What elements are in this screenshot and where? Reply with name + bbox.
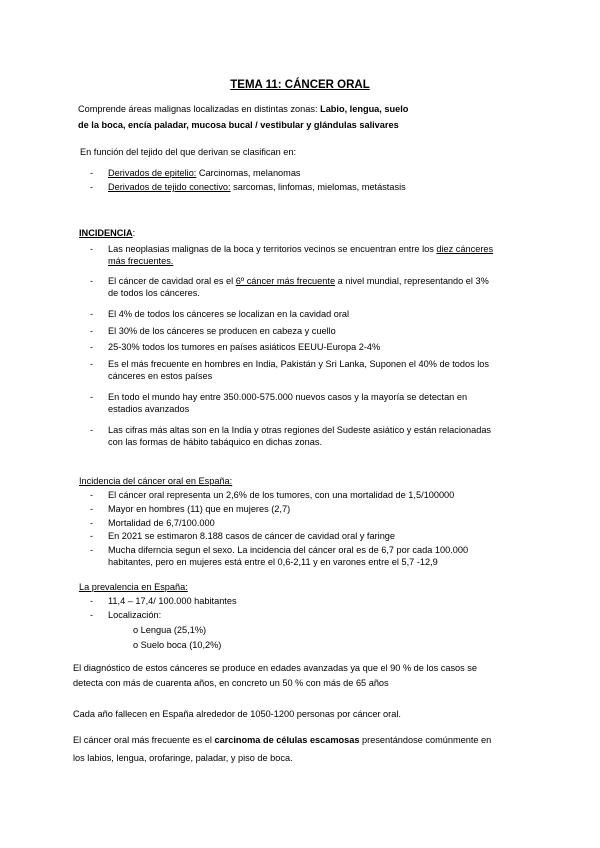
bullet: - xyxy=(90,244,94,254)
prevalencia-sub-suelo-boca: o Suelo boca (10,2%) xyxy=(133,640,222,650)
bullet: - xyxy=(90,531,94,541)
intro-bold: Labio, lengua, suelo xyxy=(320,104,409,114)
incidencia-item-2: El cáncer de cavidad oral es el 6º cáncer más frecuente a nivel mundial, representando el 3% de todos los cánceres. xyxy=(108,276,489,299)
espana-item-4: En 2021 se estimaron 8.188 casos de cáncer de cavidad oral y faringe xyxy=(108,531,396,541)
classify-heading: En función del tejido del que derivan se clasifican en: xyxy=(80,147,297,157)
bullet: - xyxy=(90,392,94,402)
bullet: - xyxy=(90,182,94,192)
espana-item-5: Mucha diferncia segun el sexo. La incidencia del cáncer oral es de 6,7 por cada 100.000 habitantes, pero en mujeres está entre el 0,6-2,11 y en varones entre el 5,7 -12,9 xyxy=(108,545,469,568)
paragraph-fallecen: Cada año fallecen en España alrededor de 1050-1200 personas por cáncer oral. xyxy=(73,709,401,719)
prevalencia-item-2: Localización: xyxy=(108,610,162,620)
bullet: - xyxy=(90,504,94,514)
intro-line-2: de la boca, encía paladar, mucosa bucal / vestibular y glándulas salivares xyxy=(78,120,399,130)
bullet: - xyxy=(90,168,94,178)
prevalencia-item-1: 11,4 – 17,4/ 100.000 habitantes xyxy=(108,596,237,606)
prevalencia-heading: La prevalencia en España: xyxy=(79,582,188,592)
incidencia-item-7: En todo el mundo hay entre 350.000-575.000 nuevos casos y la mayoría se detectan en estadios avanzados xyxy=(108,392,468,415)
incidencia-item-4: El 30% de los cánceres se producen en cabeza y cuello xyxy=(108,326,336,336)
incidencia-item-3: El 4% de todos los cánceres se localizan en la cavidad oral xyxy=(108,309,350,319)
espana-heading: Incidencia del cáncer oral en España: xyxy=(79,476,233,486)
bullet: - xyxy=(90,276,94,286)
bullet: - xyxy=(90,309,94,319)
bullet: - xyxy=(90,326,94,336)
incidencia-item-6: Es el más frecuente en hombres en India, Pakistán y Sri Lanka, Suponen el 40% de todos los cánceres en estos países xyxy=(108,359,489,382)
espana-item-3: Mortalidad de 6,7/100.000 xyxy=(108,518,215,528)
intro-text: Comprende áreas malignas localizadas en distintas zonas: xyxy=(78,104,321,114)
espana-item-2: Mayor en hombres (11) que en mujeres (2,7) xyxy=(108,504,291,514)
bullet: - xyxy=(90,518,94,528)
bullet: - xyxy=(90,342,94,352)
bullet: - xyxy=(90,610,94,620)
paragraph-diagnostico: El diagnóstico de estos cánceres se produce en edades avanzadas ya que el 90 % de los casos se detecta con más de cuarenta años, en concreto un 50 % con más de 65 años xyxy=(73,663,477,689)
bullet: - xyxy=(90,490,94,500)
bullet: - xyxy=(90,596,94,606)
paragraph-carcinoma: El cáncer oral más frecuente es el carcinoma de células escamosas presentándose comúnmente en los labios, lengua, orofaringe, paladar, y piso de boca. xyxy=(73,735,492,764)
page-title: TEMA 11: CÁNCER ORAL xyxy=(230,79,370,91)
incidencia-item-5: 25-30% todos los tumores en países asiáticos EEUU-Europa 2-4% xyxy=(108,342,381,352)
classify-item-epitelio: Derivados de epitelio: Carcinomas, melanomas xyxy=(108,168,301,178)
bullet: - xyxy=(90,545,94,555)
classify-item-conectivo: Derivados de tejido conectivo: sarcomas, linfomas, mielomas, metástasis xyxy=(108,182,406,192)
incidencia-item-8: Las cifras más altas son en la India y otras regiones del Sudeste asiático y están relacionadas con las formas de hábito tabáquico en dichas zonas. xyxy=(108,425,492,448)
incidencia-heading: INCIDENCIA: xyxy=(79,228,136,238)
intro-line-1 xyxy=(78,103,538,115)
prevalencia-sub-lengua: o Lengua (25,1%) xyxy=(133,625,207,635)
bullet: - xyxy=(90,425,94,435)
incidencia-item-1: Las neoplasias malignas de la boca y territorios vecinos se encuentran entre los diez cánceres más frecuentes. xyxy=(108,244,494,267)
bullet: - xyxy=(90,359,94,369)
espana-item-1: El cáncer oral representa un 2,6% de los tumores, con una mortalidad de 1,5/100000 xyxy=(108,490,455,500)
